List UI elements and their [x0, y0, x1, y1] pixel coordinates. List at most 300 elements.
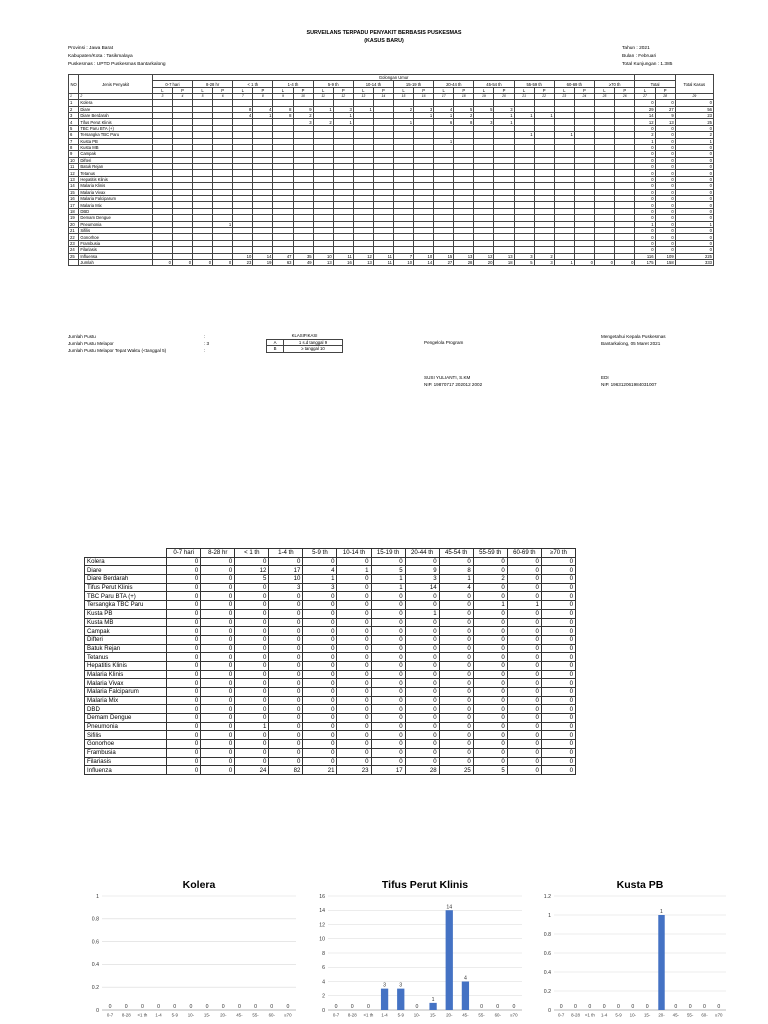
summary-value: 0	[201, 557, 235, 566]
x-tick-label: 0-7	[332, 1012, 340, 1018]
x-tick-label: 5-9	[615, 1012, 622, 1018]
case-count: 0	[172, 259, 192, 265]
sex-p-header: P	[253, 87, 273, 93]
total-kasus: 0	[675, 240, 713, 246]
summary-value: 0	[507, 566, 541, 575]
summary-value: 0	[541, 679, 575, 688]
row-number: 6	[69, 132, 79, 138]
sex-l-header: L	[474, 87, 494, 93]
column-number: 11	[313, 94, 333, 100]
summary-disease-name: Sifilis	[85, 731, 167, 740]
case-count: 47	[273, 253, 293, 259]
case-count: 0	[574, 259, 594, 265]
pengelola-label: Pengelola Program	[424, 340, 464, 345]
data-label: 0	[350, 1004, 354, 1010]
summary-value: 5	[235, 575, 269, 584]
summary-disease-name: TBC Paru BTA (+)	[85, 592, 167, 601]
total-kasus: 225	[675, 253, 713, 259]
summary-value: 0	[337, 696, 371, 705]
summary-value: 0	[439, 618, 473, 627]
summary-value: 0	[371, 670, 405, 679]
data-label: 0	[189, 1004, 193, 1010]
summary-row	[85, 557, 576, 566]
total-l: 0	[635, 196, 655, 202]
summary-value: 0	[405, 722, 439, 731]
summary-value: 0	[507, 653, 541, 662]
summary-value: 8	[439, 566, 473, 575]
summary-value: 0	[235, 635, 269, 644]
case-count: 0	[615, 259, 635, 265]
row-number: 24	[69, 247, 79, 253]
row-number: 17	[69, 202, 79, 208]
total-kasus: 0	[675, 247, 713, 253]
total-p: 0	[655, 151, 675, 157]
case-count: 13	[494, 253, 514, 259]
total-p: 109	[655, 253, 675, 259]
summary-value: 0	[337, 583, 371, 592]
summary-value: 0	[303, 696, 337, 705]
summary-value: 0	[473, 757, 507, 766]
summary-value: 0	[167, 670, 201, 679]
y-tick-label: 0.4	[91, 962, 99, 969]
sex-p-header: P	[414, 87, 434, 93]
summary-value: 0	[507, 583, 541, 592]
summary-value: 0	[269, 618, 303, 627]
sex-l-header: L	[434, 87, 454, 93]
data-label: 0	[415, 1004, 419, 1010]
summary-value: 0	[201, 696, 235, 705]
summary-value: 0	[201, 688, 235, 697]
summary-disease-name: Filariasis	[85, 757, 167, 766]
case-count: 5	[514, 259, 534, 265]
x-tick-label: 45-	[236, 1012, 243, 1018]
summary-value: 0	[541, 575, 575, 584]
total-kasus: 1	[675, 138, 713, 144]
sex-l-header: L	[233, 87, 253, 93]
case-count: 11	[373, 253, 393, 259]
column-number: 2	[79, 94, 153, 100]
summary-value: 0	[439, 679, 473, 688]
case-count: 18	[494, 259, 514, 265]
y-tick-label: 10	[319, 936, 325, 943]
summary-value: 0	[473, 670, 507, 679]
data-label: 0	[574, 1004, 577, 1010]
summary-age-header: 20-44 th	[405, 549, 439, 558]
disease-name: Hepatitis Klinis	[79, 176, 153, 182]
summary-value: 0	[269, 705, 303, 714]
row-number: 18	[69, 208, 79, 214]
summary-value: 9	[405, 566, 439, 575]
signer2-nip: NIP. 196312061984031007	[601, 382, 657, 387]
summary-value: 0	[269, 557, 303, 566]
case-count: 13	[454, 253, 474, 259]
summary-value: 0	[201, 583, 235, 592]
summary-row	[85, 688, 576, 697]
row-number: 4	[69, 119, 79, 125]
summary-value: 0	[439, 757, 473, 766]
case-count: 7	[393, 253, 413, 259]
case-count: 27	[434, 259, 454, 265]
summary-value: 0	[167, 679, 201, 688]
summary-value: 0	[201, 705, 235, 714]
data-label: 0	[254, 1004, 258, 1010]
summary-value: 0	[337, 618, 371, 627]
total-p: 27	[655, 106, 675, 112]
row-number: 9	[69, 151, 79, 157]
summary-value: 0	[405, 688, 439, 697]
summary-value: 0	[337, 679, 371, 688]
summary-value: 0	[507, 688, 541, 697]
sex-p-header: P	[454, 87, 474, 93]
summary-row	[85, 653, 576, 662]
column-number: 13	[353, 94, 373, 100]
summary-row	[85, 601, 576, 610]
summary-value: 0	[541, 627, 575, 636]
total-kasus: 0	[675, 202, 713, 208]
summary-disease-name: Diare Berdarah	[85, 575, 167, 584]
disease-name: Batuk Rejan	[79, 164, 153, 170]
x-tick-label: ≥70	[715, 1012, 723, 1018]
total-l: 1	[635, 138, 655, 144]
summary-value: 0	[337, 661, 371, 670]
summary-value: 0	[167, 627, 201, 636]
sex-p-header: P	[615, 87, 635, 93]
jenis-header: Jenis Penyakit	[79, 75, 153, 94]
disease-name: Diare	[79, 106, 153, 112]
case-count: 15	[434, 253, 454, 259]
case-count: 19	[253, 259, 273, 265]
sex-p-header: P	[172, 87, 192, 93]
column-number: 9	[273, 94, 293, 100]
summary-value: 0	[405, 731, 439, 740]
total-p: 0	[655, 144, 675, 150]
summary-value: 0	[337, 575, 371, 584]
disease-name: Jumlah	[79, 259, 153, 265]
summary-value: 0	[473, 635, 507, 644]
summary-value: 0	[473, 722, 507, 731]
case-count: 1	[313, 106, 333, 112]
x-tick-label: 60-	[268, 1012, 275, 1018]
summary-value: 0	[303, 731, 337, 740]
kusta-pb-chart	[532, 872, 732, 1020]
summary-value: 0	[167, 705, 201, 714]
chart-title: Kusta PB	[616, 879, 664, 891]
summary-value: 1	[337, 566, 371, 575]
summary-row	[85, 583, 576, 592]
case-count: 14	[253, 253, 273, 259]
summary-value: 0	[473, 618, 507, 627]
data-label: 1	[660, 909, 663, 915]
data-label: 0	[140, 1004, 144, 1010]
summary-value: 0	[201, 748, 235, 757]
total-p: 0	[655, 240, 675, 246]
total-kasus: 0	[675, 125, 713, 131]
x-tick-label: 1-4	[381, 1012, 388, 1018]
summary-value: 0	[371, 757, 405, 766]
y-tick-label: 0.2	[543, 988, 551, 995]
summary-value: 0	[167, 740, 201, 749]
summary-value: 0	[405, 740, 439, 749]
summary-value: 0	[201, 653, 235, 662]
summary-age-header: 60-69 th	[507, 549, 541, 558]
column-number: 3	[152, 94, 172, 100]
total-kasus: 56	[675, 106, 713, 112]
age-group-header: 8-28 hr	[193, 81, 233, 87]
total-l: 0	[635, 170, 655, 176]
summary-value: 0	[269, 714, 303, 723]
x-tick-label: 0-7	[106, 1012, 114, 1018]
total-kasus-header: Total Kasus	[675, 75, 713, 94]
provinsi-label: Provinsi : Jawa Barat	[68, 46, 114, 51]
total-l: 0	[635, 157, 655, 163]
summary-value: 0	[473, 740, 507, 749]
summary-value: 0	[201, 714, 235, 723]
chart-title: Tifus Perut Klinis	[381, 879, 469, 891]
summary-value: 0	[473, 566, 507, 575]
summary-value: 0	[371, 661, 405, 670]
summary-disease-name: Hepatitis Klinis	[85, 661, 167, 670]
summary-value: 0	[473, 592, 507, 601]
summary-value: 0	[337, 757, 371, 766]
summary-value: 1	[235, 722, 269, 731]
summary-row	[85, 731, 576, 740]
column-number: 14	[373, 94, 393, 100]
summary-value: 0	[201, 766, 235, 775]
summary-disease-name: Malaria Falciparum	[85, 688, 167, 697]
summary-row	[85, 740, 576, 749]
x-tick-label: 45-	[462, 1012, 469, 1018]
sex-p-header: P	[574, 87, 594, 93]
case-count: 8	[273, 112, 293, 118]
summary-value: 0	[167, 688, 201, 697]
case-count: 10	[313, 253, 333, 259]
summary-value: 0	[167, 644, 201, 653]
summary-value: 0	[405, 644, 439, 653]
case-count: 6	[434, 119, 454, 125]
total-p: 0	[655, 138, 675, 144]
summary-value: 0	[337, 627, 371, 636]
summary-value: 12	[235, 566, 269, 575]
summary-value: 0	[507, 766, 541, 775]
total-kasus: 0	[675, 234, 713, 240]
x-tick-label: 20-	[658, 1012, 665, 1018]
data-label: 0	[674, 1004, 678, 1010]
summary-value: 0	[371, 592, 405, 601]
summary-disease-name: Pneumonia	[85, 722, 167, 731]
jumlah-pustu-colon: :	[204, 334, 206, 339]
summary-value: 0	[473, 583, 507, 592]
sex-l-header: L	[313, 87, 333, 93]
row-number: 25	[69, 253, 79, 259]
row-number: 12	[69, 170, 79, 176]
total-p: 0	[655, 227, 675, 233]
data-label: 0	[588, 1004, 592, 1010]
summary-value: 1	[371, 575, 405, 584]
x-tick-label: 1-4	[600, 1012, 608, 1018]
summary-value: 0	[269, 627, 303, 636]
column-number: 27	[635, 94, 655, 100]
summary-value: 0	[303, 757, 337, 766]
summary-value: 0	[235, 670, 269, 679]
row-number: 7	[69, 138, 79, 144]
case-count: 2	[393, 106, 413, 112]
disease-name: TBC Paru BTA (+)	[79, 125, 153, 131]
summary-age-header: 15-19 th	[371, 549, 405, 558]
total-l: 0	[635, 189, 655, 195]
total-kasus: 0	[675, 100, 713, 106]
total-l: 175	[635, 259, 655, 265]
data-label: 0	[334, 1004, 338, 1010]
bulan-label: Bulan : Februari	[622, 54, 657, 59]
case-count: 13	[313, 259, 333, 265]
table-row	[69, 259, 714, 265]
summary-value: 0	[473, 653, 507, 662]
kolera-chart	[80, 872, 302, 1020]
data-label: 0	[205, 1004, 209, 1010]
summary-value: 0	[507, 592, 541, 601]
case-count: 9	[293, 106, 313, 112]
x-tick-label: 8-28	[571, 1012, 580, 1018]
data-label: 0	[631, 1004, 635, 1010]
summary-value: 0	[167, 583, 201, 592]
summary-value: 0	[269, 731, 303, 740]
summary-value: 0	[201, 609, 235, 618]
age-group-header: 5-9 th	[313, 81, 353, 87]
summary-value: 0	[337, 748, 371, 757]
summary-value: 0	[473, 688, 507, 697]
disease-name: Demam Dengue	[79, 215, 153, 221]
y-tick-label: 1	[548, 912, 551, 919]
summary-value: 0	[541, 618, 575, 627]
summary-value: 0	[507, 670, 541, 679]
data-label: 0	[124, 1004, 128, 1010]
summary-value: 0	[541, 635, 575, 644]
summary-value: 0	[235, 679, 269, 688]
summary-value: 4	[303, 566, 337, 575]
case-count: 10	[414, 253, 434, 259]
summary-value: 0	[201, 661, 235, 670]
x-tick-label: 55-	[478, 1012, 485, 1018]
disease-name: Pneumonia	[79, 221, 153, 227]
summary-value: 0	[405, 592, 439, 601]
summary-value: 0	[541, 644, 575, 653]
data-label: 0	[496, 1004, 500, 1010]
row-number: 19	[69, 215, 79, 221]
summary-value: 0	[269, 670, 303, 679]
total-p: 0	[655, 164, 675, 170]
summary-value: 0	[303, 627, 337, 636]
summary-value: 0	[439, 592, 473, 601]
summary-age-header: 10-14 th	[337, 549, 371, 558]
summary-value: 0	[269, 609, 303, 618]
summary-row	[85, 679, 576, 688]
data-label: 0	[108, 1004, 112, 1010]
summary-value: 0	[201, 601, 235, 610]
case-count: 0	[152, 259, 172, 265]
summary-value: 0	[269, 661, 303, 670]
data-label: 0	[221, 1004, 225, 1010]
summary-corner	[85, 549, 167, 558]
case-count: 3	[333, 106, 353, 112]
total-p: 0	[655, 247, 675, 253]
summary-value: 0	[337, 592, 371, 601]
column-number: 20	[494, 94, 514, 100]
summary-value: 0	[167, 601, 201, 610]
x-tick-label: ≥70	[284, 1012, 292, 1018]
summary-value: 0	[303, 688, 337, 697]
bar	[658, 915, 664, 1010]
summary-value: 0	[405, 601, 439, 610]
summary-value: 0	[439, 696, 473, 705]
case-count: 11	[373, 259, 393, 265]
total-l: 0	[635, 208, 655, 214]
summary-value: 0	[541, 766, 575, 775]
summary-value: 0	[405, 627, 439, 636]
case-count: 10	[233, 253, 253, 259]
column-number: 1	[69, 94, 79, 100]
summary-value: 0	[337, 557, 371, 566]
summary-value: 24	[235, 766, 269, 775]
x-tick-label: 45-	[672, 1012, 680, 1018]
summary-value: 0	[269, 722, 303, 731]
age-group-header: 10-14 th	[353, 81, 393, 87]
age-group-header: 60-69 th	[554, 81, 594, 87]
summary-disease-name: Tersangka TBC Paru	[85, 601, 167, 610]
case-count: 11	[333, 253, 353, 259]
summary-disease-name: Malaria Klinis	[85, 670, 167, 679]
summary-value: 0	[541, 688, 575, 697]
summary-value: 14	[405, 583, 439, 592]
signer1-nip: NIP. 19870717 202012 2002	[424, 382, 483, 387]
x-tick-label: 0-7	[557, 1012, 565, 1018]
summary-value: 0	[507, 696, 541, 705]
age-group-header: 0-7 hari	[152, 81, 192, 87]
summary-value: 0	[303, 722, 337, 731]
summary-value: 0	[541, 705, 575, 714]
summary-value: 0	[167, 566, 201, 575]
x-tick-label: 8-28	[347, 1012, 357, 1018]
disease-name: Tetanus	[79, 170, 153, 176]
summary-value: 0	[371, 557, 405, 566]
summary-value: 3	[405, 575, 439, 584]
total-kasus: 0	[675, 196, 713, 202]
data-label: 0	[617, 1004, 620, 1010]
summary-value: 0	[439, 705, 473, 714]
x-tick-label: <1 th	[363, 1012, 374, 1018]
summary-value: 0	[371, 618, 405, 627]
summary-value: 0	[269, 757, 303, 766]
summary-age-header: 45-54 th	[439, 549, 473, 558]
x-tick-label: 8-28	[121, 1012, 131, 1018]
summary-value: 0	[167, 557, 201, 566]
summary-value: 0	[303, 635, 337, 644]
sex-l-header: L	[635, 87, 655, 93]
summary-value: 0	[439, 670, 473, 679]
summary-value: 0	[371, 601, 405, 610]
disease-name: Malaria Vivax	[79, 189, 153, 195]
disease-name: Frambusia	[79, 240, 153, 246]
total-kasus: 1	[675, 221, 713, 227]
total-kasus: 0	[675, 157, 713, 163]
data-label: 0	[688, 1004, 692, 1010]
case-count: 3	[534, 259, 554, 265]
summary-disease-name: Batuk Rejan	[85, 644, 167, 653]
summary-value: 0	[303, 653, 337, 662]
report-subtitle: (KASUS BARU)	[364, 38, 404, 44]
case-count: 35	[293, 253, 313, 259]
summary-age-header: 55-59 th	[473, 549, 507, 558]
summary-value: 0	[371, 688, 405, 697]
